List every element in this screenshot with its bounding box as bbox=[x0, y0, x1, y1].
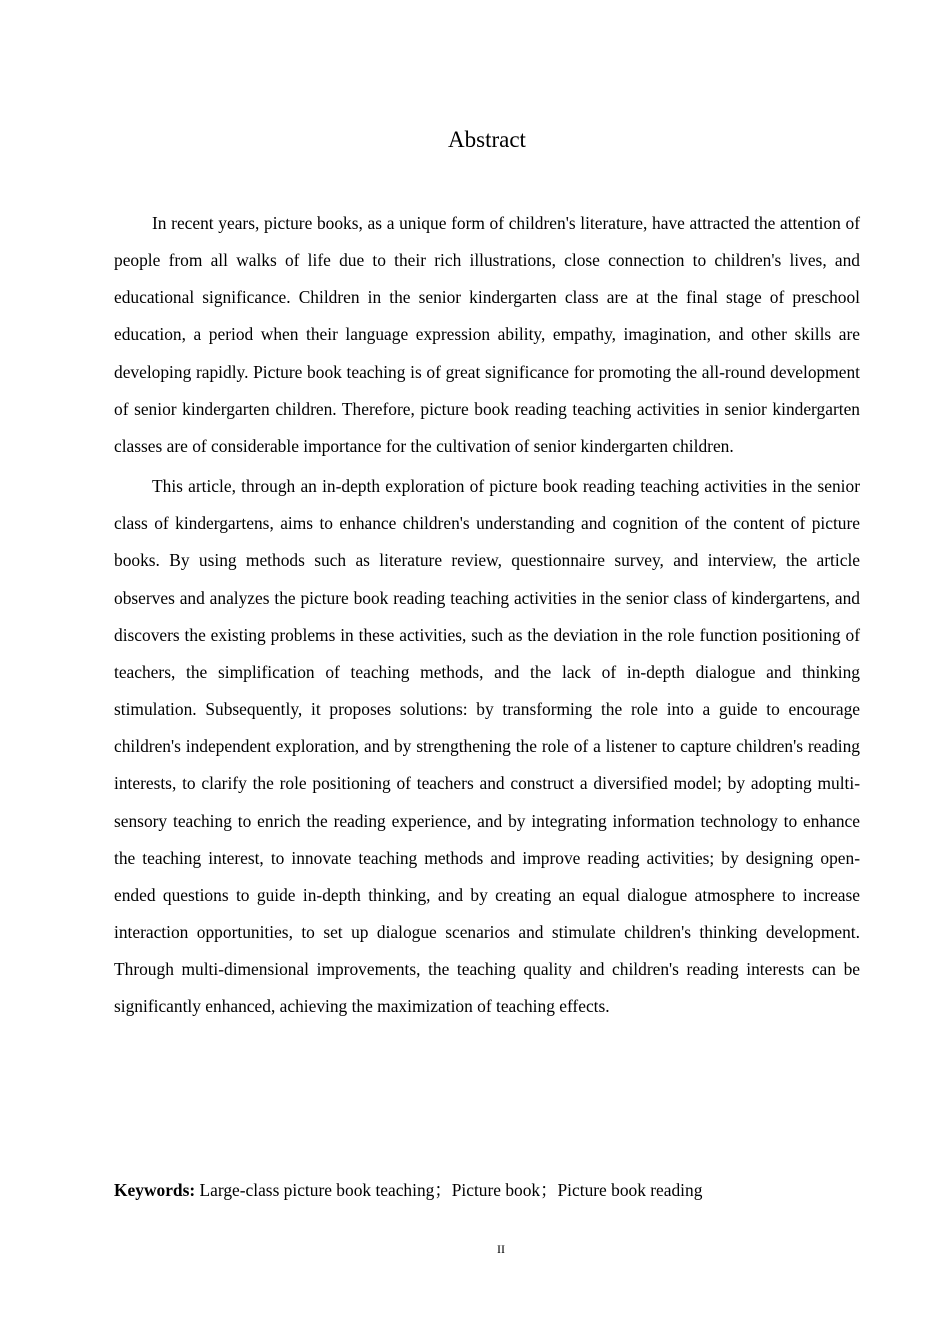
abstract-body bbox=[114, 205, 860, 1028]
page-number: II bbox=[497, 1242, 505, 1256]
keywords-line bbox=[114, 1174, 860, 1206]
page-title: Abstract bbox=[448, 127, 526, 152]
keywords-label: Keywords: bbox=[114, 1180, 196, 1200]
abstract-paragraph-1: In recent years, picture books, as a unique form of children's literature, have attracted the attention of people from all walks of life due to their rich illustrations, close connection to children's lives, and educational significance. Children in the senior kindergarten class are at the final stage of preschool education, a period when their language expression ability, empathy, imagination, and other skills are developing rapidly. Picture book teaching is of great significance for promoting the all-round development of senior kindergarten children. Therefore, picture book reading teaching activities in senior kindergarten classes are of considerable importance for the cultivation of senior kindergarten children. bbox=[114, 213, 860, 456]
abstract-paragraph-2: This article, through an in-depth exploration of picture book reading teaching activities in the senior class of kindergartens, aims to enhance children's understanding and cognition of the content of picture books. By using methods such as literature review, questionnaire survey, and interview, the article observes and analyzes the picture book reading teaching activities in the senior class of kindergartens, and discovers the existing problems in these activities, such as the deviation in the role function positioning of teachers, the simplification of teaching methods, and the lack of in-depth dialogue and thinking stimulation. Subsequently, it proposes solutions: by transforming the role into a guide to encourage children's independent exploration, and by strengthening the role of a listener to capture children's reading interests, to clarify the role positioning of teachers and construct a diversified model; by adopting multi-sensory teaching to enrich the reading experience, and by integrating information technology to enhance the teaching interest, to innovate teaching methods and improve reading activities; by designing open-ended questions to guide in-depth thinking, and by creating an equal dialogue atmosphere to increase interaction opportunities, to set up dialogue scenarios and stimulate children's thinking development. Through multi-dimensional improvements, the teaching quality and children's reading interests can be significantly enhanced, achieving the maximization of teaching effects. bbox=[114, 476, 860, 1017]
keywords-text: Large-class picture book teaching；Picture book；Picture book reading bbox=[195, 1180, 703, 1200]
